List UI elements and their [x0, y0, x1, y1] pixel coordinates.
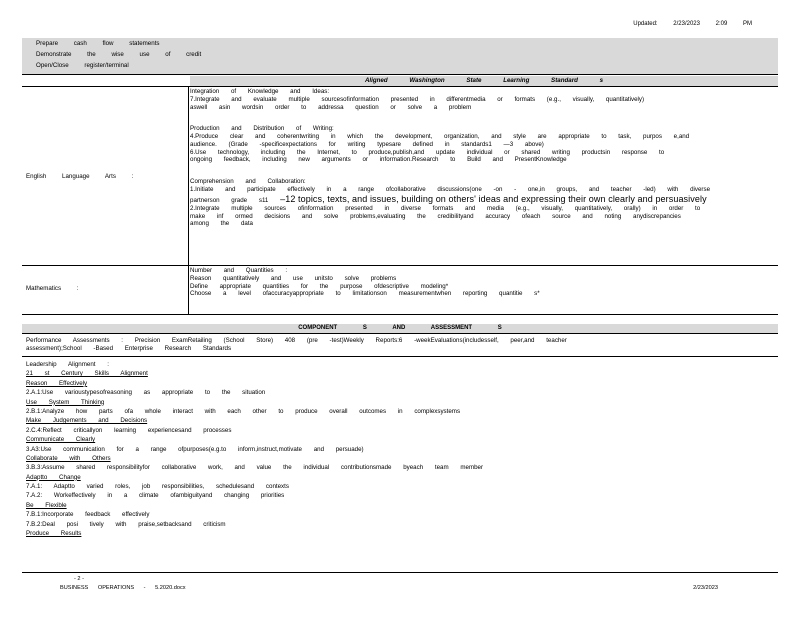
alignment-heading: Be Flexible — [26, 501, 67, 509]
alignment-heading: 21 st Century Skills Alignment — [26, 370, 148, 378]
math-standards — [190, 267, 776, 298]
objective-item — [22, 49, 778, 60]
performance-line: Performance Assessments : Precision ExamRetailing (School Store) 408 (pre -test)Weekly Reports:6 -weekEvaluations(includesself, peer,and teacher — [26, 337, 567, 344]
rule — [22, 74, 778, 75]
ela-standards — [190, 88, 776, 228]
subject-ela: English Language Arts : — [26, 173, 134, 180]
alignment-heading: Communicate Clearly — [26, 436, 96, 444]
standard-line: Production and Distribution of Writing: — [190, 125, 334, 133]
alignment-heading: Reason Effectively — [26, 379, 88, 387]
standard-line: 1.Initiate and participate effectively in a range ofcollaborative discussions(one -on - one,in groups, and teacher -led) with diverse — [190, 185, 711, 193]
standard-line: Number and Quantities : — [190, 267, 288, 274]
alignment-heading: Collaborate with Others — [26, 454, 111, 462]
alignment-line: 2.B.1:Analyze how parts ofa whole interact with each other to produce overall outcomes in complexsystems — [26, 407, 461, 415]
alignment-heading: Make Judgements and Decisions — [26, 417, 148, 425]
standard-line: Comprehension and Collaboration: — [190, 178, 306, 185]
standard-line: 6.Use technology, including the Internet, to produce,publish,and update individual or shared writing productsin response to — [190, 148, 665, 156]
standard-line: among the data — [190, 220, 254, 228]
updated-stamp — [633, 21, 752, 29]
standard-line — [190, 194, 776, 205]
standard-line: Define appropriate quantities for the purpose ofdescriptive modeling* — [190, 282, 449, 290]
column-divider — [188, 86, 189, 314]
spacer — [190, 111, 776, 125]
rule — [22, 265, 778, 266]
standard-line: make inf ormed decisions and solve problems,evaluating the credibilityand accuracy ofeach source and noting anydiscrepancies — [190, 212, 681, 220]
alignment-line: Leadership Alignment : — [26, 361, 109, 368]
objective-text: Open/Close register/terminal — [36, 61, 129, 69]
alignment-line: 7.B.2:Deal posi tively with praise,setbacksand criticism — [26, 520, 226, 528]
updated-label: Updated: — [633, 21, 658, 27]
alignment-line: 7.B.1:Incorporate feedback effectively — [26, 511, 150, 519]
leadership-alignment — [26, 361, 726, 539]
alignment-line: 7.A.2: Workeffectively in a climate ofambiguityand changing priorities — [26, 492, 285, 500]
footer-doc-name: BUSINESS OPERATIONS - 5.2020.docx — [60, 585, 186, 591]
rule — [22, 314, 778, 315]
standard-line: audience. (Grade -specificexpectations for writing typesare defined in standards1 —3 above) — [190, 140, 544, 148]
rule — [22, 86, 778, 87]
objective-item — [22, 38, 778, 49]
standard-line: Integration of Knowledge and Ideas: — [190, 88, 330, 95]
performance-assessments — [26, 337, 771, 353]
alignment-heading: Adaptto Change — [26, 473, 81, 481]
rule — [22, 356, 778, 357]
standards-header: Aligned Washington State Learning Standard s — [190, 76, 778, 86]
alignment-line: 2.A.1:Use varioustypesofreasoning as appropriate to the situation — [26, 389, 266, 397]
document-page — [22, 0, 778, 618]
alignment-heading: Use System Thinking — [26, 398, 105, 406]
alignment-heading: Produce Results — [26, 530, 82, 538]
objective-item — [22, 60, 778, 71]
alignment-line: 2.C.4:Reflect criticallyon learning experiencesand processes — [26, 426, 232, 434]
updated-date: 2/23/2023 — [673, 21, 700, 27]
spacer — [190, 164, 776, 178]
performance-line: assessment);School -Based Enterprise Research Standards — [26, 344, 232, 352]
alignment-line: 3.B.3:Assume shared responsibilityfor collaborative work, and value the individual contributionsmade byeach team member — [26, 464, 484, 472]
updated-time: 2:09 PM — [715, 21, 752, 27]
standard-line: 4.Produce clear and coherentwriting in which the development, organization, and style are appropriate to task, purpos e,and — [190, 133, 690, 140]
standard-text: partnerson grade s11 — [190, 196, 269, 204]
standard-line: 2.Integrate multiple sources ofinformation presented in diverse formats and media (e.g., visually, quantitatively, orally) in order to — [190, 204, 701, 212]
objectives-box — [22, 38, 778, 74]
alignment-line: 7.A.1: Adaptto varied roles, job responsibilities, schedulesand contexts — [26, 483, 289, 491]
alignment-line: 3.A3:Use communication for a range ofpurposes(e.g.to inform,instruct,motivate and persuade) — [26, 445, 364, 453]
rule — [22, 333, 778, 334]
components-header: COMPONENT S AND ASSESSMENT S — [22, 324, 778, 333]
footer-date: 2/23/2023 — [693, 585, 718, 591]
standard-line: aswell asin wordsin order to addressa question or solve a problem — [190, 103, 472, 111]
standard-text-large: –12 topics, texts, and issues, building on others' ideas and expressing their own clearly and persuasively — [280, 193, 707, 204]
rule — [22, 572, 778, 573]
standard-line: 7.Integrate and evaluate multiple sourcesofinformation presented in differentmedia or formats (e.g., visually, quantitatively) — [190, 95, 645, 103]
subject-math: Mathematics : — [26, 285, 79, 292]
objective-text: Demonstrate the wise use of credit — [36, 50, 202, 58]
standard-line: Choose a level ofaccuracyappropriate to limitationson measurementwhen reporting quantitie s* — [190, 290, 540, 298]
objective-text: Prepare cash flow statements — [36, 39, 160, 47]
footer-page-number: - 2 - — [74, 576, 84, 582]
standard-line: ongoing feedback, including new arguments or information.Research to Build and PresentKnowledge — [190, 156, 567, 164]
standard-line: Reason quantitatively and use unitsto solve problems — [190, 274, 397, 282]
